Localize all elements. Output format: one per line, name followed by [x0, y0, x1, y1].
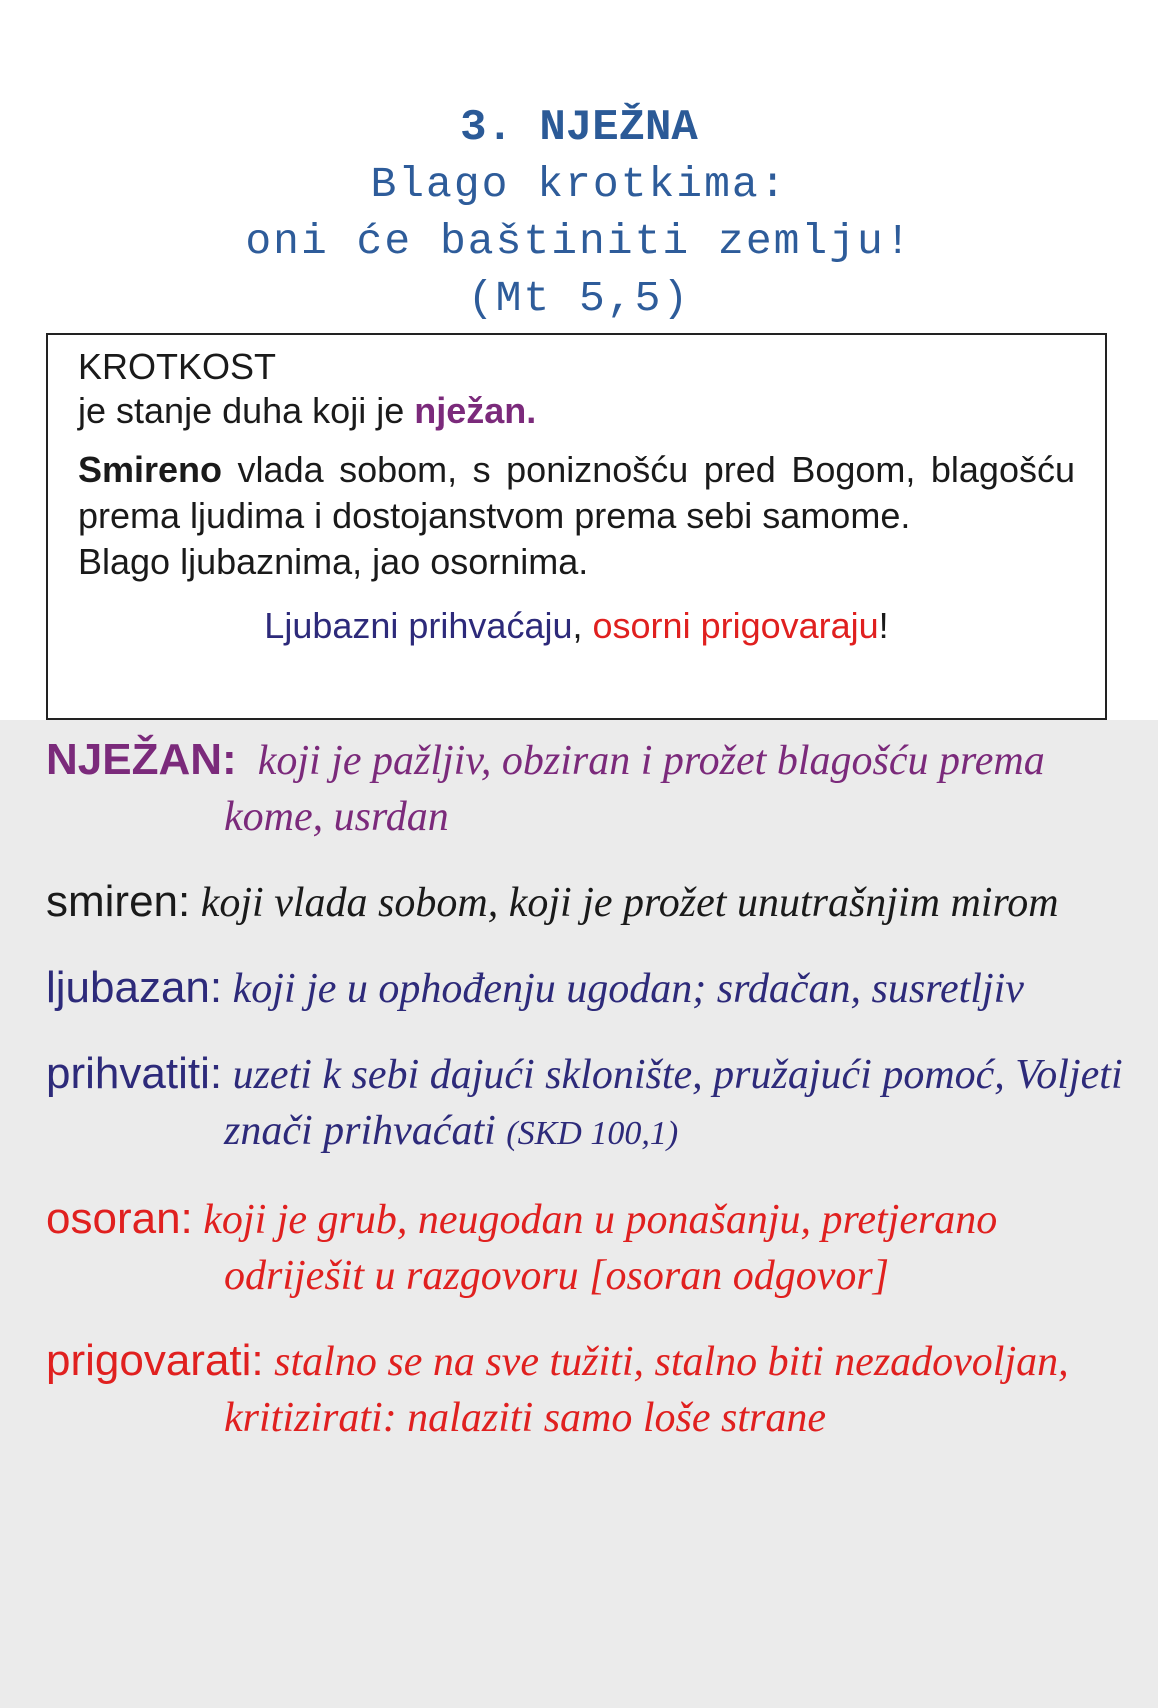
beatitude-line-1: Blago krotkima:	[370, 160, 788, 209]
definition-prihvatiti	[46, 1046, 1126, 1162]
definition-text: koji vlada sobom, koji je prožet unutrašnjim mirom	[200, 880, 1059, 926]
box-paragraph-text: vlada sobom, s poniznošću pred Bogom, blagošću prema ljudima i dostojanstvom prema sebi samome.	[78, 449, 1075, 536]
definition-term: prigovarati:	[46, 1336, 264, 1385]
definition-text: koji je pažljiv, obziran i prožet blagošću prema kome, usrdan	[224, 738, 1045, 840]
definition-term: NJEŽAN:	[46, 735, 237, 784]
section-title: 3. NJEŽNA	[460, 103, 698, 153]
krotkost-box	[46, 333, 1107, 720]
box-definition-highlight: nježan.	[414, 390, 537, 431]
footer-exclamation: !	[878, 605, 889, 646]
scripture-reference: (Mt 5,5)	[467, 274, 691, 323]
definition-prigovarati	[46, 1333, 1126, 1446]
definition-smiren	[46, 874, 1126, 931]
definition-term: prihvatiti:	[46, 1049, 223, 1098]
box-title: KROTKOST	[78, 346, 277, 387]
definition-osoran	[46, 1191, 1126, 1304]
definition-text: koji je u ophođenju ugodan; srdačan, susretljiv	[232, 966, 1024, 1012]
definition-term: osoran:	[46, 1194, 193, 1243]
definitions-list	[46, 732, 1126, 1475]
definition-njezan	[46, 732, 1126, 845]
box-definition-prefix: je stanje duha koji je	[78, 390, 415, 431]
definition-text: koji je grub, neugodan u ponašanju, pretjerano odriješit u razgovoru [osoran odgovor]	[203, 1197, 998, 1299]
definition-ljubazan	[46, 960, 1126, 1017]
box-blessed-line: Blago ljubaznima, jao osornima.	[78, 541, 589, 582]
box-paragraph-bold: Smireno	[78, 449, 223, 490]
definition-text: stalno se na sve tužiti, stalno biti nezadovoljan, kritizirati: nalaziti samo loše strane	[224, 1339, 1069, 1441]
footer-complain: osorni prigovaraju	[592, 605, 879, 646]
box-paragraph	[78, 447, 1075, 585]
beatitude-line-2: oni će baštiniti zemlju!	[245, 217, 913, 266]
page-header	[0, 100, 1158, 327]
definition-text: uzeti k sebi dajući sklonište, pružajući pomoć, Voljeti znači prihvaćati	[224, 1052, 1123, 1154]
footer-accept: Ljubazni prihvaćaju	[264, 605, 573, 646]
footer-comma: ,	[572, 605, 593, 646]
definition-term: smiren:	[46, 877, 191, 926]
definition-note: (SKD 100,1)	[506, 1115, 679, 1152]
box-footer	[78, 603, 1075, 649]
box-definition-line	[78, 389, 1075, 433]
definition-term: ljubazan:	[46, 963, 223, 1012]
